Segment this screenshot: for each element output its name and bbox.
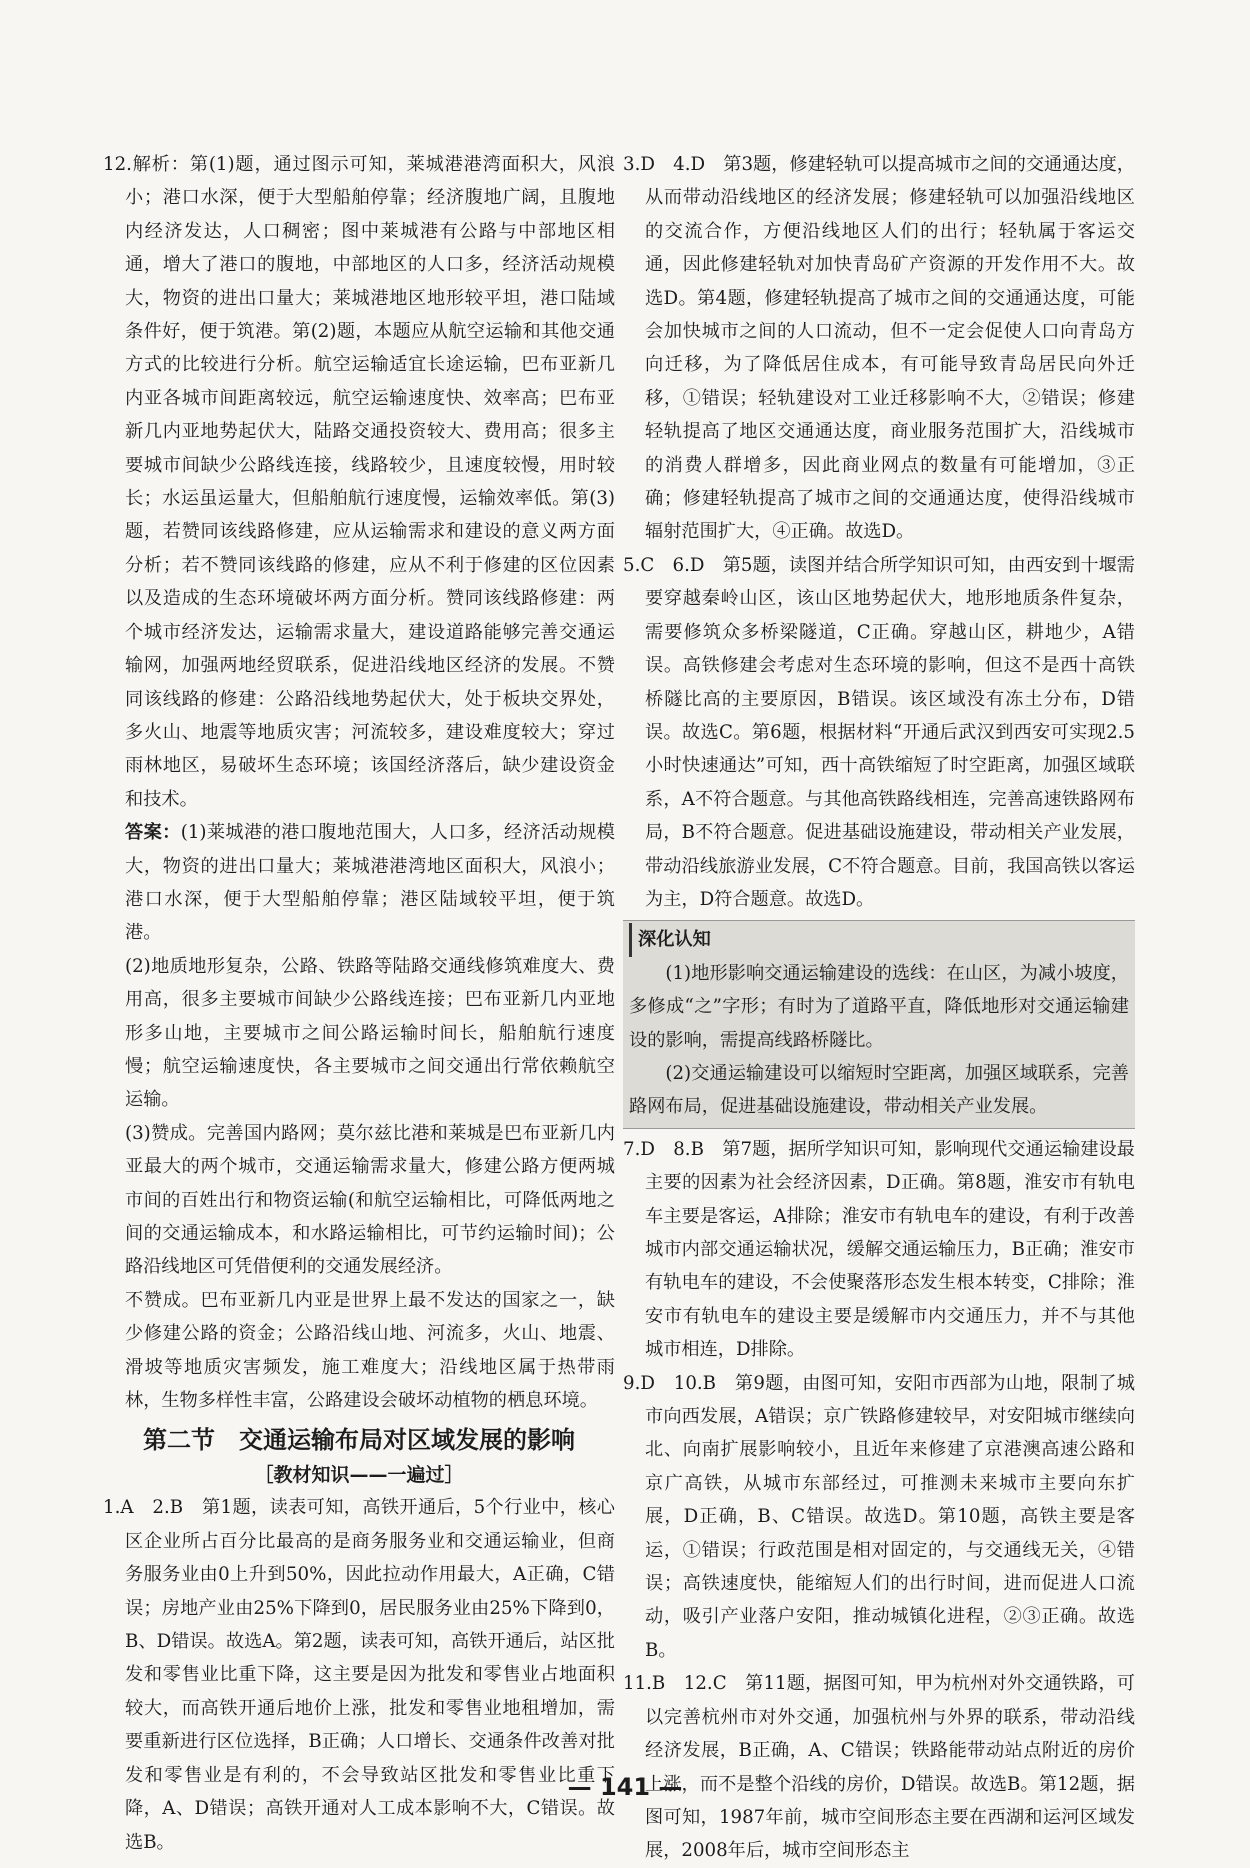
section-title: 第二节 交通运输布局对区域发展的影响 (143, 1426, 575, 1455)
answer-label: 答案： (125, 822, 181, 844)
answer-12-part2: (2)地质地形复杂，公路、铁路等陆路交通线修筑难度大、费用高，很多主要城市间缺少公路线连接；巴布亚新几内亚地形多山地，主要城市之间公路运输时间长，船舶航行速度慢；航空运输速度快，各主要城市之间交通出行常依赖航空运输。 (125, 955, 615, 1111)
right-column (623, 148, 1135, 1868)
answer-12-key (103, 816, 615, 950)
answer-11-12: 11.B 12.C 第11题，据图可知，甲为杭州对外交通铁路，可以完善杭州市对外交通，加强杭州与外界的联系，带动沿线经济发展，B正确，A、C错误；铁路能带动站点附近的房价上涨，而不是整个沿线的房价，D错误。故选B。第12题，据图可知，1987年前，城市空间形态主要在西湖和运河区域发展，2008年后，城市空间形态主 (623, 1673, 1135, 1862)
page-number: — 141 — (567, 1773, 683, 1801)
answer-12-part3: (3)赞成。完善国内路网；莫尔兹比港和莱城是巴布亚新几内亚最大的两个城市，交通运输需求量大，修建公路方便两城市间的百姓出行和物资运输(和航空运输相比，可降低两地之间的交通运输成本，和水路运输相比，可节约运输时间)；公路沿线地区可凭借便利的交通发展经济。 (125, 1122, 615, 1278)
answer-12-part4: 不赞成。巴布亚新几内亚是世界上最不发达的国家之一，缺少修建公路的资金；公路沿线山地、河流多，火山、地震、滑坡等地质灾害频发，施工难度大；沿线地区属于热带雨林，生物多样性丰富，公路建设会破坏动植物的栖息环境。 (125, 1289, 615, 1412)
answer-12-part1: (1)莱城港的港口腹地范围大，人口多，经济活动规模大，物资的进出口量大；莱城港港湾地区面积大，风浪小；港口水深，便于大型船舶停靠；港区陆域较平坦，便于筑港。 (125, 822, 615, 944)
left-column (103, 148, 615, 1859)
insight-tag: 深化认知 (629, 923, 711, 956)
answer-7-8: 7.D 8.B 第7题，据所学知识可知，影响现代交通运输建设最主要的因素为社会经济因素，D正确。第8题，淮安市有轨电车主要是客运，A排除；淮安市有轨电车的建设，有利于改善城市内部交通运输状况，缓解交通运输压力，B正确；淮安市有轨电车的建设，不会使聚落形态发生根本转变，C排除；淮安市有轨电车的建设主要是缓解市内交通压力，并不与其他城市相连，D排除。 (623, 1138, 1135, 1361)
answer-1-2: 1.A 2.B 第1题，读表可知，高铁开通后，5个行业中，核心区企业所占百分比最高的是商务服务业和交通运输业，但商务服务业由0上升到50%，因此拉动作用最大，A正确，C错误；房地产业由25%下降到0，居民服务业由25%下降到0，B、D错误。故选A。第2题，读表可知，高铁开通后，站区批发和零售业比重下降，这主要是因为批发和零售业占地面积较大，而高铁开通后地价上涨，批发和零售业地租增加，需要重新进行区位选择，B正确；人口增长、交通条件改善对批发和零售业是有利的，不会导致站区批发和零售业比重下降，A、D错误；高铁开通对人工成本影响不大，C错误。故选B。 (103, 1497, 615, 1853)
insight-box (623, 920, 1135, 1128)
answer-3-4: 3.D 4.D 第3题，修建轻轨可以提高城市之间的交通通达度，从而带动沿线地区的经济发展；修建轻轨可以加强沿线地区的交流合作，方便沿线地区人们的出行；轻轨属于客运交通，因此修建轻轨对加快青岛矿产资源的开发作用不大。故选D。第4题，修建轻轨提高了城市之间的交通通达度，可能会加快城市之间的人口流动，但不一定会促使人口向青岛方向迁移，为了降低居住成本，有可能导致青岛居民向外迁移，①错误；轻轨建设对工业迁移影响不大，②错误；修建轻轨提高了地区交通通达度，商业服务范围扩大，沿线城市的消费人群增多，因此商业网点的数量有可能增加，③正确；修建轻轨提高了城市之间的交通通达度，使得沿线城市辐射范围扩大，④正确。故选D。 (623, 154, 1135, 543)
answer-5-6: 5.C 6.D 第5题，读图并结合所学知识可知，由西安到十堰需要穿越秦岭山区，该山区地势起伏大，地形地质条件复杂，需要修筑众多桥梁隧道，C正确。穿越山区，耕地少，A错误。高铁修建会考虑对生态环境的影响，但这不是西十高铁桥隧比高的主要原因，B错误。该区域没有冻土分布，D错误。故选C。第6题，根据材料“开通后武汉到西安可实现2.5小时快速通达”可知，西十高铁缩短了时空距离，加强区域联系，A不符合题意。与其他高铁路线相连，完善高速铁路网布局，B不符合题意。促进基础设施建设，带动相关产业发展，带动沿线旅游业发展，C不符合题意。目前，我国高铁以客运为主，D符合题意。故选D。 (623, 554, 1135, 910)
answer-9-10: 9.D 10.B 第9题，由图可知，安阳市西部为山地，限制了城市向西发展，A错误；京广铁路修建较早，对安阳城市继续向北、向南扩展影响较小，且近年来修建了京港澳高速公路和京广高铁，从城市东部经过，可推测未来城市主要向东扩展，D正确，B、C错误。故选D。第10题，高铁主要是客运，①错误；行政范围是相对固定的，与交通线无关，④错误；高铁速度快，能缩短人们的出行时间，进而促进人口流动，吸引产业落户安阳，推动城镇化进程，②③正确。故选B。 (623, 1372, 1135, 1661)
insight-point-1: (1)地形影响交通运输建设的选线：在山区，为减小坡度，多修成“之”字形；有时为了道路平直，降低地形对交通运输建设的影响，需提高线路桥隧比。 (629, 962, 1129, 1051)
answer-12: 12.解析：第(1)题，通过图示可知，莱城港港湾面积大，风浪小；港口水深，便于大型船舶停靠；经济腹地广阔，且腹地内经济发达，人口稠密；图中莱城港有公路与中部地区相通，增大了港口的腹地，中部地区的人口多，经济活动规模大，物资的进出口量大；莱城港地区地形较平坦，港口陆域条件好，便于筑港。第(2)题，本题应从航空运输和其他交通方式的比较进行分析。航空运输适宜长途运输，巴布亚新几内亚各城市间距离较远，航空运输速度快、效率高；巴布亚新几内亚地势起伏大，陆路交通投资较大、费用高；很多主要城市间缺少公路线连接，线路较少，且速度较慢，用时较长；水运虽运量大，但船舶航行速度慢，运输效率低。第(3)题，若赞同该线路修建，应从运输需求和建设的意义两方面分析；若不赞同该线路的修建，应从不利于修建的区位因素以及造成的生态环境破坏两方面分析。赞同该线路修建：两个城市经济发达，运输需求量大，建设道路能够完善交通运输网，加强两地经贸联系，促进沿线地区经济的发展。不赞同该线路的修建：公路沿线地势起伏大，处于板块交界处，多火山、地震等地质灾害；河流较多，建设难度较大；穿过雨林地区，易破坏生态环境；该国经济落后，缺少建设资金和技术。 (103, 154, 615, 810)
section-subtitle: ［教材知识——一遍过］ (254, 1464, 464, 1487)
insight-point-2: (2)交通运输建设可以缩短时空距离，加强区域联系，完善路网布局，促进基础设施建设，带动相关产业发展。 (629, 1062, 1129, 1118)
